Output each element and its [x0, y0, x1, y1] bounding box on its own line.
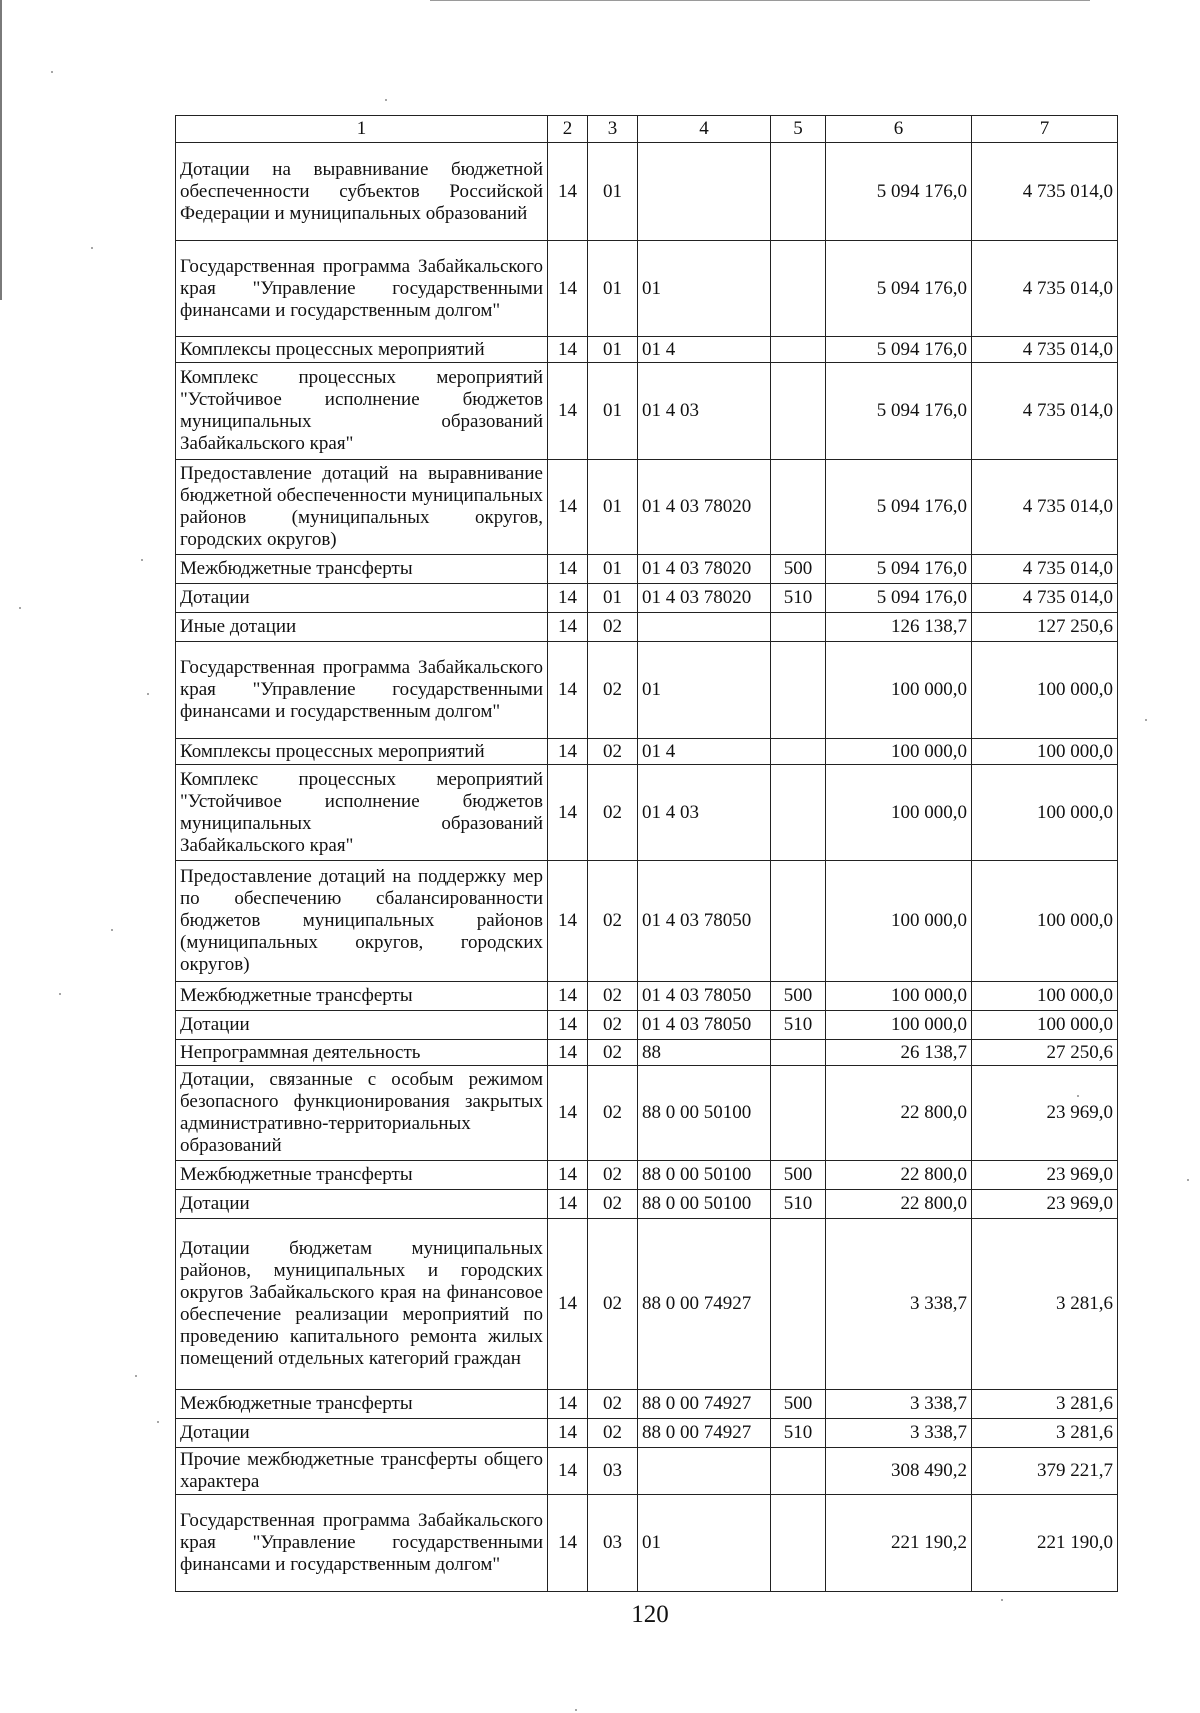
target-article-cell: 88 0 00 74927 [638, 1390, 771, 1419]
row-name-cell: Дотации [176, 1011, 548, 1040]
section-code-cell: 14 [548, 1495, 588, 1592]
subsection-code-cell: 01 [588, 143, 638, 241]
expense-type-cell [771, 460, 826, 555]
amount-year1-cell: 3 338,7 [826, 1390, 972, 1419]
table-row [176, 1161, 1118, 1190]
expense-type-cell [771, 739, 826, 765]
section-code-cell: 14 [548, 337, 588, 363]
table-row [176, 1419, 1118, 1448]
subsection-code-cell: 02 [588, 1040, 638, 1066]
expense-type-cell: 510 [771, 1011, 826, 1040]
amount-year1-cell: 5 094 176,0 [826, 584, 972, 613]
section-code-cell: 14 [548, 584, 588, 613]
table-row [176, 241, 1118, 337]
amount-year2-cell: 23 969,0 [972, 1161, 1118, 1190]
subsection-code-cell: 02 [588, 765, 638, 861]
row-name-cell: Комплекс процессных мероприятий "Устойчивое исполнение бюджетов муниципальных образований Забайкальского края" [176, 363, 548, 460]
scan-margin-line [0, 0, 2, 300]
subsection-code-cell: 02 [588, 1011, 638, 1040]
target-article-cell: 01 [638, 241, 771, 337]
expense-type-cell [771, 337, 826, 363]
amount-year2-cell: 4 735 014,0 [972, 460, 1118, 555]
target-article-cell [638, 613, 771, 642]
table-row [176, 363, 1118, 460]
row-name-cell: Межбюджетные трансферты [176, 555, 548, 584]
amount-year2-cell: 27 250,6 [972, 1040, 1118, 1066]
subsection-code-cell: 02 [588, 982, 638, 1011]
amount-year2-cell: 127 250,6 [972, 613, 1118, 642]
section-code-cell: 14 [548, 765, 588, 861]
amount-year2-cell: 100 000,0 [972, 861, 1118, 982]
subsection-code-cell: 02 [588, 1419, 638, 1448]
subsection-code-cell: 02 [588, 1161, 638, 1190]
table-row [176, 1040, 1118, 1066]
expense-type-cell [771, 1040, 826, 1066]
row-name-cell: Дотации [176, 584, 548, 613]
table-row [176, 739, 1118, 765]
target-article-cell: 01 4 03 78050 [638, 1011, 771, 1040]
row-name-cell: Дотации [176, 1419, 548, 1448]
amount-year2-cell: 4 735 014,0 [972, 143, 1118, 241]
amount-year2-cell: 100 000,0 [972, 1011, 1118, 1040]
expense-type-cell [771, 1448, 826, 1495]
section-code-cell: 14 [548, 1448, 588, 1495]
budget-table [175, 115, 1118, 1592]
column-header: 7 [972, 116, 1118, 143]
table-row [176, 1066, 1118, 1161]
target-article-cell: 01 4 03 78020 [638, 555, 771, 584]
row-name-cell: Государственная программа Забайкальского края "Управление государственными финансами и государственным долгом" [176, 1495, 548, 1592]
target-article-cell [638, 143, 771, 241]
subsection-code-cell: 01 [588, 241, 638, 337]
row-name-cell: Государственная программа Забайкальского края "Управление государственными финансами и государственным долгом" [176, 241, 548, 337]
expense-type-cell: 510 [771, 584, 826, 613]
target-article-cell [638, 1448, 771, 1495]
amount-year1-cell: 5 094 176,0 [826, 555, 972, 584]
amount-year2-cell: 100 000,0 [972, 739, 1118, 765]
target-article-cell: 01 4 03 [638, 765, 771, 861]
subsection-code-cell: 01 [588, 460, 638, 555]
target-article-cell: 88 0 00 50100 [638, 1161, 771, 1190]
target-article-cell: 01 4 03 78050 [638, 982, 771, 1011]
amount-year1-cell: 5 094 176,0 [826, 337, 972, 363]
subsection-code-cell: 01 [588, 584, 638, 613]
target-article-cell: 01 4 03 78020 [638, 584, 771, 613]
expense-type-cell: 500 [771, 555, 826, 584]
row-name-cell: Дотации, связанные с особым режимом безопасного функционирования закрытых административно-территориальных образований [176, 1066, 548, 1161]
amount-year2-cell: 100 000,0 [972, 982, 1118, 1011]
table-row [176, 337, 1118, 363]
column-header: 1 [176, 116, 548, 143]
section-code-cell: 14 [548, 739, 588, 765]
expense-type-cell [771, 613, 826, 642]
section-code-cell: 14 [548, 363, 588, 460]
target-article-cell: 88 0 00 50100 [638, 1190, 771, 1219]
amount-year2-cell: 379 221,7 [972, 1448, 1118, 1495]
target-article-cell: 88 0 00 74927 [638, 1419, 771, 1448]
table-row [176, 1390, 1118, 1419]
amount-year1-cell: 126 138,7 [826, 613, 972, 642]
target-article-cell: 88 0 00 74927 [638, 1219, 771, 1390]
table-header-row [176, 116, 1118, 143]
amount-year1-cell: 3 338,7 [826, 1219, 972, 1390]
subsection-code-cell: 01 [588, 337, 638, 363]
amount-year1-cell: 100 000,0 [826, 982, 972, 1011]
row-name-cell: Комплексы процессных мероприятий [176, 739, 548, 765]
table-row [176, 1011, 1118, 1040]
subsection-code-cell: 01 [588, 363, 638, 460]
subsection-code-cell: 02 [588, 1219, 638, 1390]
subsection-code-cell: 03 [588, 1448, 638, 1495]
table-row [176, 861, 1118, 982]
table-row [176, 982, 1118, 1011]
section-code-cell: 14 [548, 460, 588, 555]
target-article-cell: 88 [638, 1040, 771, 1066]
scan-edge-line [430, 0, 1090, 1]
amount-year1-cell: 100 000,0 [826, 739, 972, 765]
amount-year2-cell: 221 190,0 [972, 1495, 1118, 1592]
expense-type-cell [771, 1495, 826, 1592]
amount-year1-cell: 22 800,0 [826, 1161, 972, 1190]
target-article-cell: 01 4 [638, 739, 771, 765]
table-row [176, 765, 1118, 861]
section-code-cell: 14 [548, 1161, 588, 1190]
amount-year2-cell: 4 735 014,0 [972, 363, 1118, 460]
amount-year1-cell: 100 000,0 [826, 861, 972, 982]
target-article-cell: 01 4 [638, 337, 771, 363]
expense-type-cell: 500 [771, 1161, 826, 1190]
table-row [176, 460, 1118, 555]
amount-year1-cell: 100 000,0 [826, 765, 972, 861]
target-article-cell: 01 [638, 642, 771, 739]
amount-year1-cell: 5 094 176,0 [826, 460, 972, 555]
row-name-cell: Дотации [176, 1190, 548, 1219]
table-row [176, 1190, 1118, 1219]
amount-year1-cell: 26 138,7 [826, 1040, 972, 1066]
amount-year2-cell: 23 969,0 [972, 1190, 1118, 1219]
row-name-cell: Государственная программа Забайкальского края "Управление государственными финансами и государственным долгом" [176, 642, 548, 739]
amount-year1-cell: 5 094 176,0 [826, 143, 972, 241]
subsection-code-cell: 02 [588, 642, 638, 739]
subsection-code-cell: 02 [588, 1066, 638, 1161]
amount-year1-cell: 221 190,2 [826, 1495, 972, 1592]
section-code-cell: 14 [548, 613, 588, 642]
section-code-cell: 14 [548, 1219, 588, 1390]
subsection-code-cell: 02 [588, 1190, 638, 1219]
table-row [176, 613, 1118, 642]
section-code-cell: 14 [548, 1066, 588, 1161]
amount-year1-cell: 100 000,0 [826, 642, 972, 739]
row-name-cell: Непрограммная деятельность [176, 1040, 548, 1066]
expense-type-cell: 510 [771, 1190, 826, 1219]
subsection-code-cell: 02 [588, 1390, 638, 1419]
column-header: 4 [638, 116, 771, 143]
amount-year1-cell: 22 800,0 [826, 1190, 972, 1219]
expense-type-cell [771, 143, 826, 241]
row-name-cell: Иные дотации [176, 613, 548, 642]
target-article-cell: 01 4 03 78050 [638, 861, 771, 982]
row-name-cell: Дотации бюджетам муниципальных районов, муниципальных и городских округов Забайкальского края на финансовое обеспечение реализации мероприятий по проведению капитального ремонта жилых помещений отдельных категорий граждан [176, 1219, 548, 1390]
amount-year1-cell: 100 000,0 [826, 1011, 972, 1040]
amount-year1-cell: 5 094 176,0 [826, 363, 972, 460]
table-row [176, 1219, 1118, 1390]
section-code-cell: 14 [548, 1011, 588, 1040]
expense-type-cell: 500 [771, 982, 826, 1011]
table-row [176, 642, 1118, 739]
subsection-code-cell: 01 [588, 555, 638, 584]
expense-type-cell [771, 241, 826, 337]
row-name-cell: Комплекс процессных мероприятий "Устойчивое исполнение бюджетов муниципальных образований Забайкальского края" [176, 765, 548, 861]
expense-type-cell [771, 1219, 826, 1390]
expense-type-cell [771, 765, 826, 861]
row-name-cell: Комплексы процессных мероприятий [176, 337, 548, 363]
table-row [176, 584, 1118, 613]
amount-year2-cell: 23 969,0 [972, 1066, 1118, 1161]
column-header: 2 [548, 116, 588, 143]
section-code-cell: 14 [548, 1390, 588, 1419]
amount-year1-cell: 308 490,2 [826, 1448, 972, 1495]
section-code-cell: 14 [548, 861, 588, 982]
table-row [176, 1448, 1118, 1495]
amount-year1-cell: 3 338,7 [826, 1419, 972, 1448]
amount-year2-cell: 3 281,6 [972, 1419, 1118, 1448]
column-header: 6 [826, 116, 972, 143]
table-row [176, 143, 1118, 241]
target-article-cell: 01 4 03 78020 [638, 460, 771, 555]
amount-year2-cell: 3 281,6 [972, 1219, 1118, 1390]
amount-year2-cell: 100 000,0 [972, 642, 1118, 739]
amount-year1-cell: 5 094 176,0 [826, 241, 972, 337]
amount-year1-cell: 22 800,0 [826, 1066, 972, 1161]
expense-type-cell [771, 642, 826, 739]
amount-year2-cell: 100 000,0 [972, 765, 1118, 861]
section-code-cell: 14 [548, 143, 588, 241]
section-code-cell: 14 [548, 982, 588, 1011]
amount-year2-cell: 3 281,6 [972, 1390, 1118, 1419]
row-name-cell: Предоставление дотаций на поддержку мер по обеспечению сбалансированности бюджетов муниципальных районов (муниципальных округов, городских округов) [176, 861, 548, 982]
section-code-cell: 14 [548, 1040, 588, 1066]
row-name-cell: Межбюджетные трансферты [176, 982, 548, 1011]
row-name-cell: Прочие межбюджетные трансферты общего характера [176, 1448, 548, 1495]
row-name-cell: Предоставление дотаций на выравнивание бюджетной обеспеченности муниципальных районов (муниципальных округов, городских округов) [176, 460, 548, 555]
row-name-cell: Межбюджетные трансферты [176, 1390, 548, 1419]
table-row [176, 1495, 1118, 1592]
subsection-code-cell: 02 [588, 861, 638, 982]
amount-year2-cell: 4 735 014,0 [972, 337, 1118, 363]
expense-type-cell [771, 1066, 826, 1161]
amount-year2-cell: 4 735 014,0 [972, 584, 1118, 613]
column-header: 5 [771, 116, 826, 143]
section-code-cell: 14 [548, 241, 588, 337]
page-number: 120 [631, 1601, 669, 1628]
subsection-code-cell: 02 [588, 613, 638, 642]
row-name-cell: Дотации на выравнивание бюджетной обеспеченности субъектов Российской Федерации и муниципальных образований [176, 143, 548, 241]
row-name-cell: Межбюджетные трансферты [176, 1161, 548, 1190]
subsection-code-cell: 03 [588, 1495, 638, 1592]
target-article-cell: 01 [638, 1495, 771, 1592]
section-code-cell: 14 [548, 1190, 588, 1219]
target-article-cell: 88 0 00 50100 [638, 1066, 771, 1161]
expense-type-cell [771, 363, 826, 460]
expense-type-cell: 510 [771, 1419, 826, 1448]
section-code-cell: 14 [548, 642, 588, 739]
section-code-cell: 14 [548, 555, 588, 584]
amount-year2-cell: 4 735 014,0 [972, 241, 1118, 337]
column-header: 3 [588, 116, 638, 143]
amount-year2-cell: 4 735 014,0 [972, 555, 1118, 584]
subsection-code-cell: 02 [588, 739, 638, 765]
expense-type-cell [771, 861, 826, 982]
target-article-cell: 01 4 03 [638, 363, 771, 460]
table-row [176, 555, 1118, 584]
expense-type-cell: 500 [771, 1390, 826, 1419]
section-code-cell: 14 [548, 1419, 588, 1448]
